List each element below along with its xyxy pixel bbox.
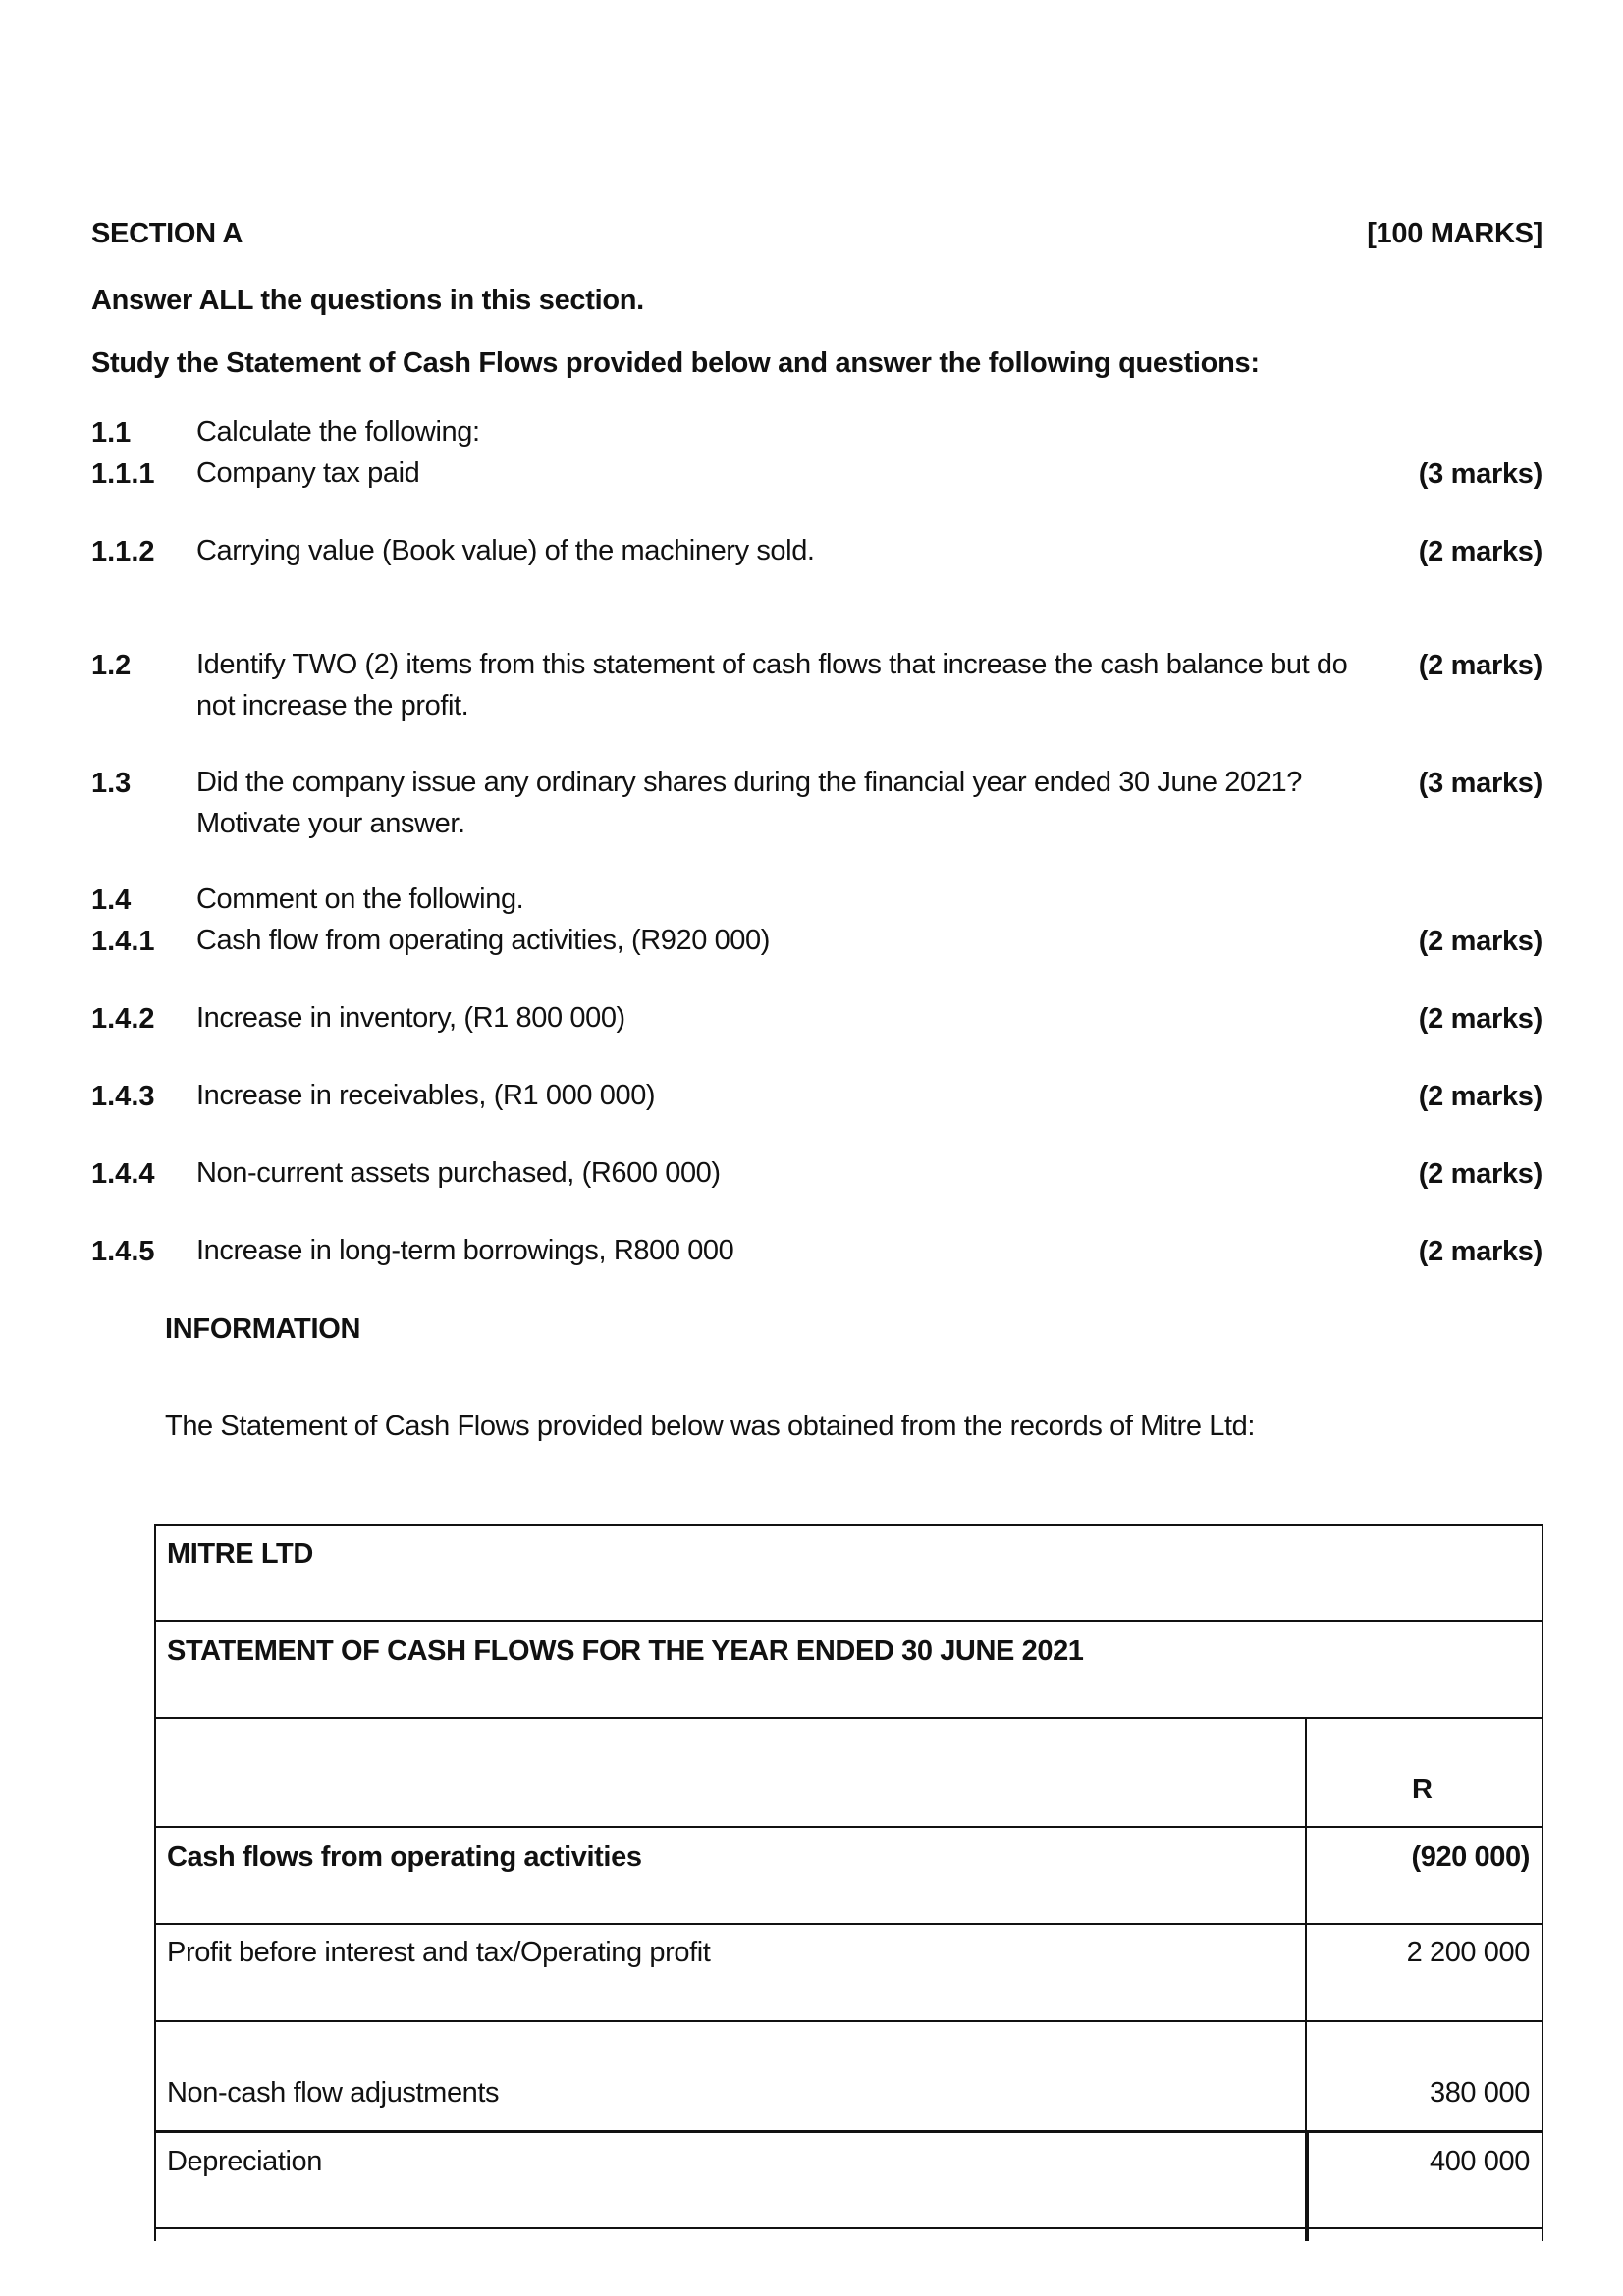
question-text: Calculate the following:	[196, 416, 480, 448]
row-label: Depreciation	[167, 2146, 323, 2177]
row-amount: (920 000)	[1411, 1842, 1530, 1873]
question-number: 1.4.4	[91, 1158, 155, 1190]
cash-flow-statement-table	[154, 1524, 1543, 2241]
row-amount: 2 200 000	[1406, 1937, 1530, 1968]
question-marks: (2 marks)	[1418, 1081, 1542, 1112]
question-text: Increase in inventory, (R1 800 000)	[196, 1002, 625, 1034]
question-number: 1.1	[91, 417, 132, 449]
question-number: 1.4.2	[91, 1003, 155, 1035]
question-marks: (2 marks)	[1418, 1003, 1542, 1035]
question-text: Carrying value (Book value) of the machinery sold.	[196, 535, 815, 566]
row-amount: 380 000	[1429, 2077, 1530, 2109]
question-text: Increase in receivables, (R1 000 000)	[196, 1080, 656, 1111]
section-title: SECTION A	[91, 218, 243, 249]
information-text: The Statement of Cash Flows provided below was obtained from the records of Mitre Ltd:	[165, 1411, 1256, 1442]
question-marks: (2 marks)	[1418, 926, 1542, 957]
question-text: Cash flow from operating activities, (R920 000)	[196, 925, 771, 956]
question-text: Increase in long-term borrowings, R800 000	[196, 1235, 734, 1266]
question-marks: (3 marks)	[1418, 458, 1542, 490]
information-heading: INFORMATION	[165, 1313, 361, 1345]
row-label: Non-cash flow adjustments	[167, 2077, 500, 2109]
question-text: Identify TWO (2) items from this statement of cash flows that increase the cash balance but do not increase the profit.	[196, 649, 1348, 721]
question-text: Did the company issue any ordinary shares during the financial year ended 30 June 2021? Motivate your answer.	[196, 767, 1302, 839]
question-marks: (2 marks)	[1418, 1158, 1542, 1190]
question-marks: (2 marks)	[1418, 1236, 1542, 1267]
question-number: 1.2	[91, 650, 132, 681]
question-number: 1.4.1	[91, 926, 155, 957]
section-marks: [100 MARKS]	[1367, 218, 1542, 249]
question-number: 1.1.2	[91, 536, 155, 567]
question-text: Company tax paid	[196, 457, 420, 489]
question-text: Non-current assets purchased, (R600 000)	[196, 1157, 721, 1189]
row-label: Cash flows from operating activities	[167, 1842, 642, 1873]
question-text: Comment on the following.	[196, 883, 524, 915]
question-number: 1.4.3	[91, 1081, 155, 1112]
instruction-study: Study the Statement of Cash Flows provided below and answer the following questions:	[91, 347, 1260, 379]
question-number: 1.1.1	[91, 458, 155, 490]
question-marks: (2 marks)	[1418, 536, 1542, 567]
question-number: 1.4	[91, 884, 132, 916]
question-number: 1.3	[91, 768, 132, 799]
instruction-answer-all: Answer ALL the questions in this section.	[91, 285, 644, 316]
company-name: MITRE LTD	[167, 1538, 313, 1570]
row-amount: 400 000	[1429, 2146, 1530, 2177]
question-number: 1.4.5	[91, 1236, 155, 1267]
row-label: Profit before interest and tax/Operating profit	[167, 1937, 711, 1968]
currency-header: R	[1412, 1774, 1433, 1805]
question-marks: (3 marks)	[1418, 768, 1542, 799]
statement-title: STATEMENT OF CASH FLOWS FOR THE YEAR ENDED 30 JUNE 2021	[167, 1635, 1084, 1667]
question-marks: (2 marks)	[1418, 650, 1542, 681]
